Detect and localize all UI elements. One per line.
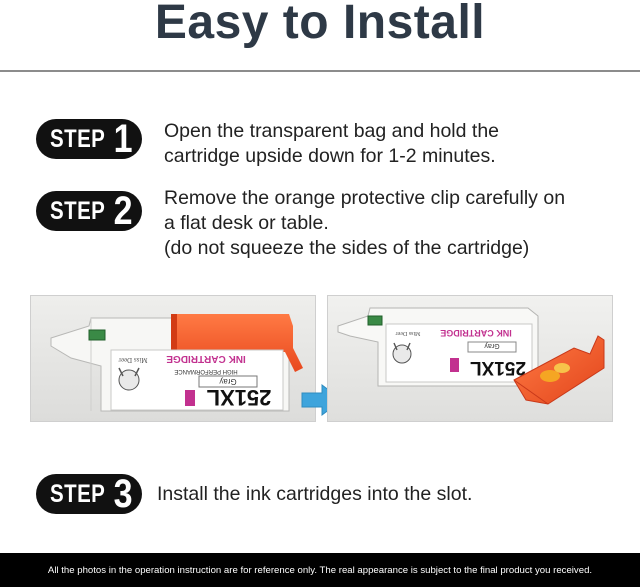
clip-removed-illustration [328, 296, 613, 422]
left-label-color: Gray [219, 377, 237, 386]
right-label-model: 251XL [470, 357, 526, 378]
cartridge-with-clip-illustration [31, 296, 316, 422]
step-1-text [164, 119, 499, 169]
left-label-model: 251XL [206, 385, 272, 410]
step-2-text [164, 186, 565, 261]
left-label-maker: Miss Deer [118, 356, 148, 364]
right-label-maker: Miss Deer [395, 330, 421, 336]
title-divider [0, 70, 640, 72]
photo-cartridge-with-clip [30, 295, 316, 422]
step-2-line-1: Remove the orange protective clip carefully on [164, 187, 566, 209]
footer-disclaimer: All the photos in the operation instruction are for reference only. The real appearance is subject to the final product you received. [0, 553, 640, 587]
page-title: Easy to Install [154, 0, 486, 49]
step-3-number: 3 [113, 472, 133, 516]
step-2-badge [36, 191, 142, 231]
left-label-brand: INK CARTRIDGE [166, 353, 246, 364]
step-2-line-3: (do not squeeze the sides of the cartridge) [164, 237, 530, 259]
step-3-badge [36, 474, 142, 514]
step-1-word: STEP [50, 124, 106, 153]
step-3-text [157, 482, 472, 507]
step-2-line-2: a flat desk or table. [164, 212, 329, 234]
step-1-number: 1 [113, 117, 133, 161]
step-1-line-2: cartridge upside down for 1-2 minutes. [164, 145, 496, 167]
step-2-word: STEP [50, 196, 106, 225]
step-1-line-1: Open the transparent bag and hold the [164, 120, 500, 142]
step-3-line-1: Install the ink cartridges into the slot. [157, 483, 473, 505]
step-2-number: 2 [113, 189, 133, 233]
left-label-performance: HIGH PERFORMANCE [174, 368, 238, 374]
step-3-word: STEP [50, 479, 106, 508]
right-label-color: Gray [484, 342, 500, 349]
right-label-brand: INK CARTRIDGE [440, 328, 512, 338]
photo-clip-removed [327, 295, 613, 422]
step-1-badge [36, 119, 142, 159]
